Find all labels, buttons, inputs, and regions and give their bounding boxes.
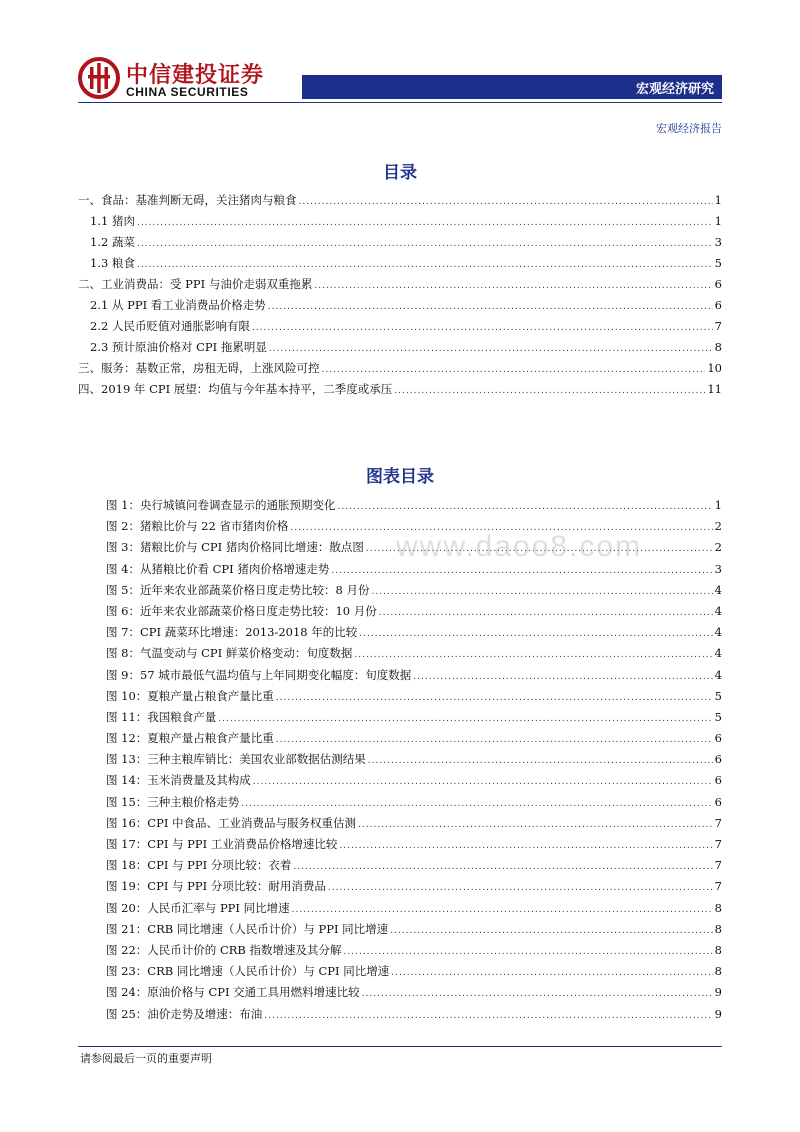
figure-entry[interactable]: 图 12：夏粮产量占粮食产量比重 ..... 6 <box>78 730 722 751</box>
footer-divider <box>78 1046 722 1047</box>
figure-entry[interactable]: 图 14：玉米消费量及其构成 ..... 6 <box>78 772 722 793</box>
figures-title: 图表目录 <box>366 467 434 487</box>
figure-entry[interactable]: 图 25：油价走势及增速：布油 ..... 9 <box>78 1006 722 1027</box>
figure-entry[interactable]: 图 13：三种主粮库销比：美国农业部数据估测结果 ..... 6 <box>78 751 722 772</box>
toc-list <box>78 192 722 402</box>
section-label: 宏观经济研究 <box>635 82 714 97</box>
footer-disclaimer: 请参阅最后一页的重要声明 <box>80 1052 212 1065</box>
watermark: www.daoo8.com <box>396 530 643 563</box>
brand-name-en: CHINA SECURITIES <box>126 85 249 99</box>
figure-entry[interactable]: 图 4：从猪粮比价看 CPI 猪肉价格增速走势 ..... 3 <box>78 561 722 582</box>
figure-entry[interactable]: 图 19：CPI 与 PPI 分项比较：耐用消费品 ..... 7 <box>78 878 722 899</box>
figure-entry[interactable]: 图 9：57 城市最低气温均值与上年同期变化幅度：旬度数据 ..... 4 <box>78 667 722 688</box>
toc-entry[interactable]: 2.1 从 PPI 看工业消费品价格走势 ..... 6 <box>78 297 722 318</box>
toc-entry[interactable]: 1.3 粮食 ..... 5 <box>78 255 722 276</box>
figure-entry[interactable]: 图 7：CPI 蔬菜环比增速：2013-2018 年的比较 ..... 4 <box>78 624 722 645</box>
report-type-label: 宏观经济报告 <box>656 122 722 135</box>
figure-entry[interactable]: 图 10：夏粮产量占粮食产量比重 ..... 5 <box>78 688 722 709</box>
toc-entry[interactable]: 2.3 预计原油价格对 CPI 拖累明显 ..... 8 <box>78 339 722 360</box>
brand-name-cn: 中信建投证券 <box>126 63 265 88</box>
figure-entry[interactable]: 图 1：央行城镇问卷调查显示的通胀预期变化 ..... 1 <box>78 497 722 518</box>
figure-entry[interactable]: 图 2：猪粮比价与 22 省市猪肉价格 ..... 2 <box>78 518 722 539</box>
figure-entry[interactable]: 图 17：CPI 与 PPI 工业消费品价格增速比较 ..... 7 <box>78 836 722 857</box>
header-band <box>302 75 722 99</box>
toc-entry[interactable]: 三、服务：基数正常，房租无碍，上涨风险可控 ..... 10 <box>78 360 722 381</box>
figure-entry[interactable]: 图 11：我国粮食产量 ..... 5 <box>78 709 722 730</box>
header-divider <box>78 102 722 103</box>
figure-entry[interactable]: 图 8：气温变动与 CPI 鲜菜价格变动：旬度数据 ..... 4 <box>78 645 722 666</box>
toc-entry[interactable]: 1.1 猪肉 ..... 1 <box>78 213 722 234</box>
figure-entry[interactable]: 图 24：原油价格与 CPI 交通工具用燃料增速比较 ..... 9 <box>78 984 722 1005</box>
figure-entry[interactable]: 图 3：猪粮比价与 CPI 猪肉价格同比增速：散点图 ..... 2 <box>78 539 722 560</box>
toc-entry[interactable]: 2.2 人民币贬值对通胀影响有限 ..... 7 <box>78 318 722 339</box>
china-securities-logo-icon <box>78 57 120 99</box>
figure-entry[interactable]: 图 5：近年来农业部蔬菜价格日度走势比较：8 月份 ..... 4 <box>78 582 722 603</box>
figure-entry[interactable]: 图 23：CRB 同比增速（人民币计价）与 CPI 同比增速 ..... 8 <box>78 963 722 984</box>
toc-entry[interactable]: 1.2 蔬菜 ..... 3 <box>78 234 722 255</box>
figure-entry[interactable]: 图 20：人民币汇率与 PPI 同比增速 ..... 8 <box>78 900 722 921</box>
toc-entry[interactable]: 一、食品：基准判断无碍，关注猪肉与粮食 ..... 1 <box>78 192 722 213</box>
toc-entry[interactable]: 二、工业消费品：受 PPI 与油价走弱双重拖累 ..... 6 <box>78 276 722 297</box>
figure-entry[interactable]: 图 22：人民币计价的 CRB 指数增速及其分解 ..... 8 <box>78 942 722 963</box>
figures-list <box>78 497 722 1027</box>
figure-entry[interactable]: 图 6：近年来农业部蔬菜价格日度走势比较：10 月份 ..... 4 <box>78 603 722 624</box>
figure-entry[interactable]: 图 15：三种主粮价格走势 ..... 6 <box>78 794 722 815</box>
figure-entry[interactable]: 图 21：CRB 同比增速（人民币计价）与 PPI 同比增速 ..... 8 <box>78 921 722 942</box>
figure-entry[interactable]: 图 18：CPI 与 PPI 分项比较：衣着 ..... 7 <box>78 857 722 878</box>
figure-entry[interactable]: 图 16：CPI 中食品、工业消费品与服务权重估测 ..... 7 <box>78 815 722 836</box>
toc-title: 目录 <box>383 163 417 183</box>
toc-entry[interactable]: 四、2019 年 CPI 展望：均值与今年基本持平，二季度或承压 ..... 11 <box>78 381 722 402</box>
